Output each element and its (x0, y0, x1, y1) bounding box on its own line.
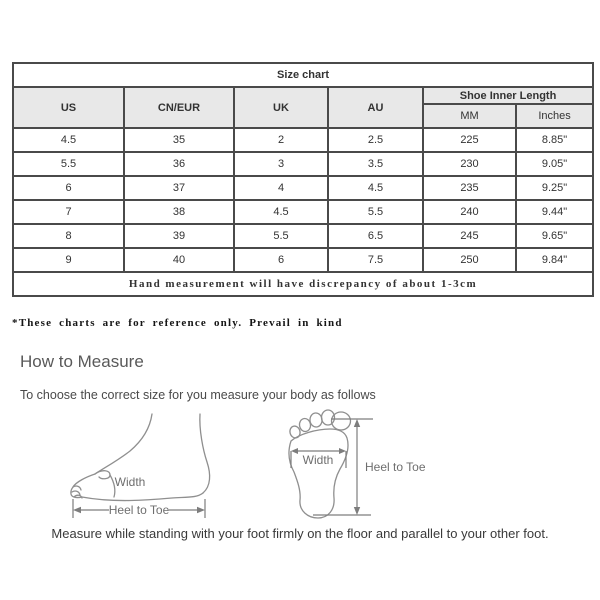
cell-au: 5.5 (328, 200, 423, 224)
cell-uk: 4.5 (234, 200, 328, 224)
reference-note: *These charts are for reference only. Prevail in kind (12, 317, 343, 329)
cell-inches: 9.44" (516, 200, 593, 224)
cell-au: 2.5 (328, 128, 423, 152)
cell-mm: 235 (423, 176, 516, 200)
size-row (13, 200, 593, 224)
cell-au: 6.5 (328, 224, 423, 248)
how-to-measure-instruction: To choose the correct size for you measure your body as follows (20, 388, 376, 402)
cell-cn-eur: 40 (124, 248, 234, 272)
side-view-foot-diagram (64, 412, 240, 524)
size-row (13, 152, 593, 176)
cell-mm: 240 (423, 200, 516, 224)
size-row (13, 224, 593, 248)
cell-mm: 230 (423, 152, 516, 176)
cell-us: 6 (13, 176, 124, 200)
cell-inches: 9.84" (516, 248, 593, 272)
sole-width-label: Width (302, 453, 334, 467)
size-chart-table (12, 62, 594, 297)
table-footnote-row (13, 272, 593, 296)
table-footnote: Hand measurement will have discrepancy of about 1-3cm (13, 272, 593, 296)
cell-cn-eur: 39 (124, 224, 234, 248)
cell-cn-eur: 37 (124, 176, 234, 200)
cell-au: 3.5 (328, 152, 423, 176)
table-header-row (13, 87, 593, 104)
cell-au: 7.5 (328, 248, 423, 272)
cell-inches: 9.65" (516, 224, 593, 248)
cell-au: 4.5 (328, 176, 423, 200)
col-header-mm: MM (423, 104, 516, 128)
cell-inches: 8.85" (516, 128, 593, 152)
cell-cn-eur: 35 (124, 128, 234, 152)
cell-inches: 9.05" (516, 152, 593, 176)
cell-mm: 225 (423, 128, 516, 152)
cell-us: 9 (13, 248, 124, 272)
how-to-measure-heading: How to Measure (20, 352, 144, 371)
cell-uk: 6 (234, 248, 328, 272)
side-width-label: Width (114, 475, 146, 489)
cell-us: 7 (13, 200, 124, 224)
cell-uk: 5.5 (234, 224, 328, 248)
sole-heel-to-toe-arrow (313, 419, 373, 515)
cell-cn-eur: 38 (124, 200, 234, 224)
cell-uk: 4 (234, 176, 328, 200)
sole-view-foot-diagram (283, 407, 433, 525)
cell-inches: 9.25" (516, 176, 593, 200)
cell-us: 8 (13, 224, 124, 248)
col-header-shoe-inner-length: Shoe Inner Length (423, 87, 593, 104)
cell-mm: 245 (423, 224, 516, 248)
size-row (13, 248, 593, 272)
side-heel-to-toe-label: Heel to Toe (108, 503, 170, 517)
size-row (13, 128, 593, 152)
sole-heel-to-toe-label: Heel to Toe (365, 460, 426, 474)
cell-mm: 250 (423, 248, 516, 272)
col-header-uk: UK (234, 87, 328, 128)
cell-uk: 3 (234, 152, 328, 176)
col-header-us: US (13, 87, 124, 128)
table-title: Size chart (13, 63, 593, 87)
size-row (13, 176, 593, 200)
cell-us: 5.5 (13, 152, 124, 176)
measure-standing-note: Measure while standing with your foot firmly on the floor and parallel to your other foot. (51, 526, 549, 541)
cell-uk: 2 (234, 128, 328, 152)
col-header-cn-eur: CN/EUR (124, 87, 234, 128)
cell-cn-eur: 36 (124, 152, 234, 176)
table-title-row (13, 63, 593, 87)
col-header-inches: Inches (516, 104, 593, 128)
cell-us: 4.5 (13, 128, 124, 152)
col-header-au: AU (328, 87, 423, 128)
